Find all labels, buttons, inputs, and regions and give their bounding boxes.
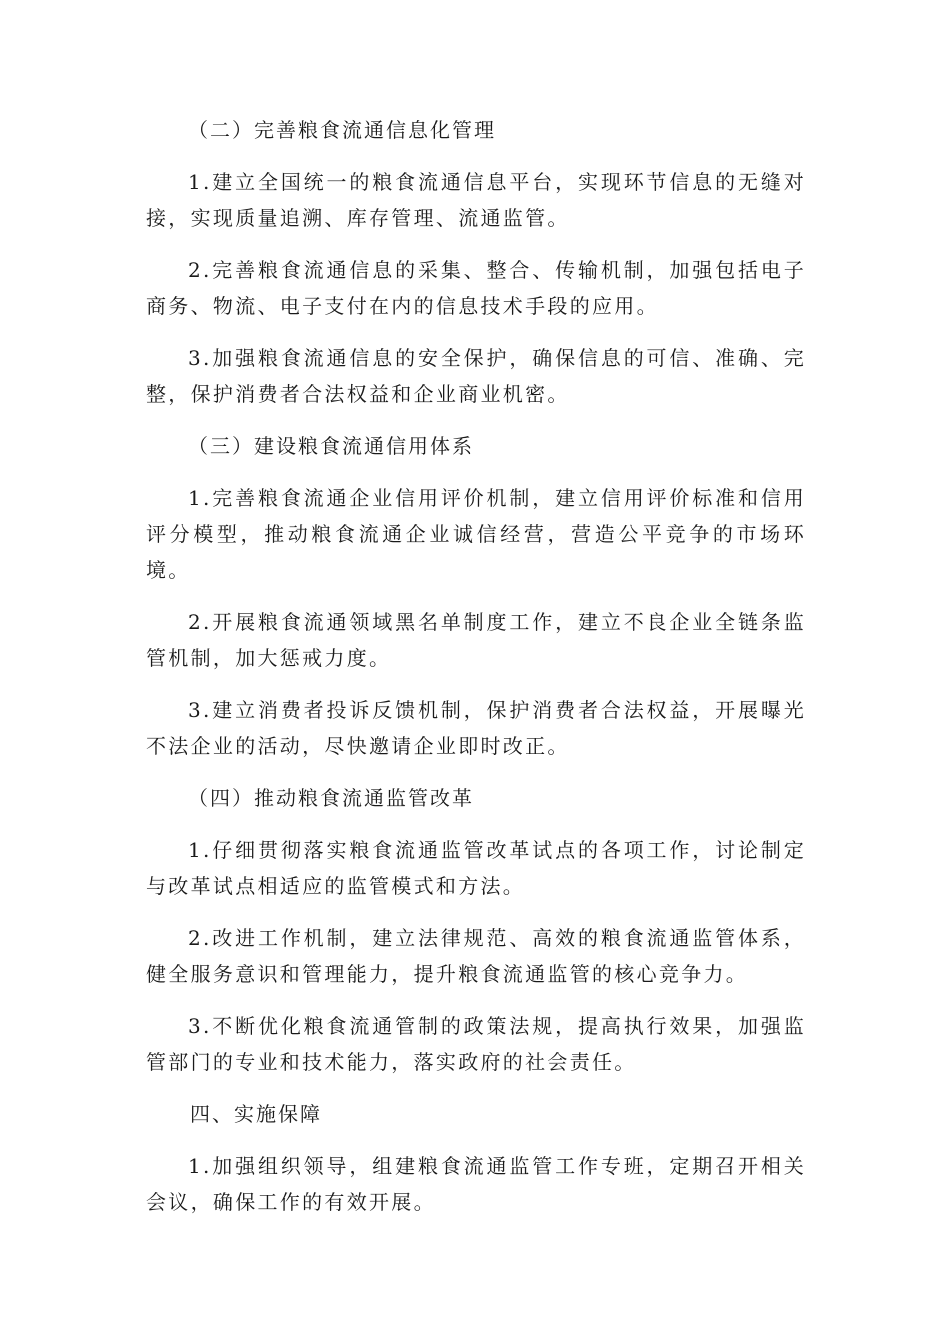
subsection-heading-2: （二）完善粮食流通信息化管理 (188, 118, 496, 142)
section-heading-implementation: 四、实施保障 (190, 1102, 322, 1126)
paragraph-impl-1: 1.加强组织领导，组建粮食流通监管工作专班，定期召开相关会议，确保工作的有效开展。 (146, 1154, 806, 1214)
paragraph-2-2: 2.完善粮食流通信息的采集、整合、传输机制，加强包括电子商务、物流、电子支付在内的信息技术手段的应用。 (146, 258, 806, 318)
subsection-heading-4: （四）推动粮食流通监管改革 (188, 786, 474, 810)
paragraph-4-3: 3.不断优化粮食流通管制的政策法规，提高执行效果，加强监管部门的专业和技术能力，落实政府的社会责任。 (146, 1014, 806, 1074)
document-page (146, 112, 806, 1236)
paragraph-2-3: 3.加强粮食流通信息的安全保护，确保信息的可信、准确、完整，保护消费者合法权益和企业商业机密。 (146, 346, 806, 406)
paragraph-4-1: 1.仔细贯彻落实粮食流通监管改革试点的各项工作，讨论制定与改革试点相适应的监管模式和方法。 (146, 838, 806, 898)
paragraph-3-3: 3.建立消费者投诉反馈机制，保护消费者合法权益，开展曝光不法企业的活动，尽快邀请企业即时改正。 (146, 698, 806, 758)
paragraph-2-1: 1.建立全国统一的粮食流通信息平台，实现环节信息的无缝对接，实现质量追溯、库存管理、流通监管。 (146, 170, 806, 230)
paragraph-4-2: 2.改进工作机制，建立法律规范、高效的粮食流通监管体系，健全服务意识和管理能力，提升粮食流通监管的核心竞争力。 (146, 926, 806, 986)
subsection-heading-3: （三）建设粮食流通信用体系 (188, 434, 474, 458)
paragraph-3-2: 2.开展粮食流通领域黑名单制度工作，建立不良企业全链条监管机制，加大惩戒力度。 (146, 610, 806, 670)
paragraph-3-1: 1.完善粮食流通企业信用评价机制，建立信用评价标准和信用评分模型，推动粮食流通企业诚信经营，营造公平竞争的市场环境。 (146, 486, 806, 582)
